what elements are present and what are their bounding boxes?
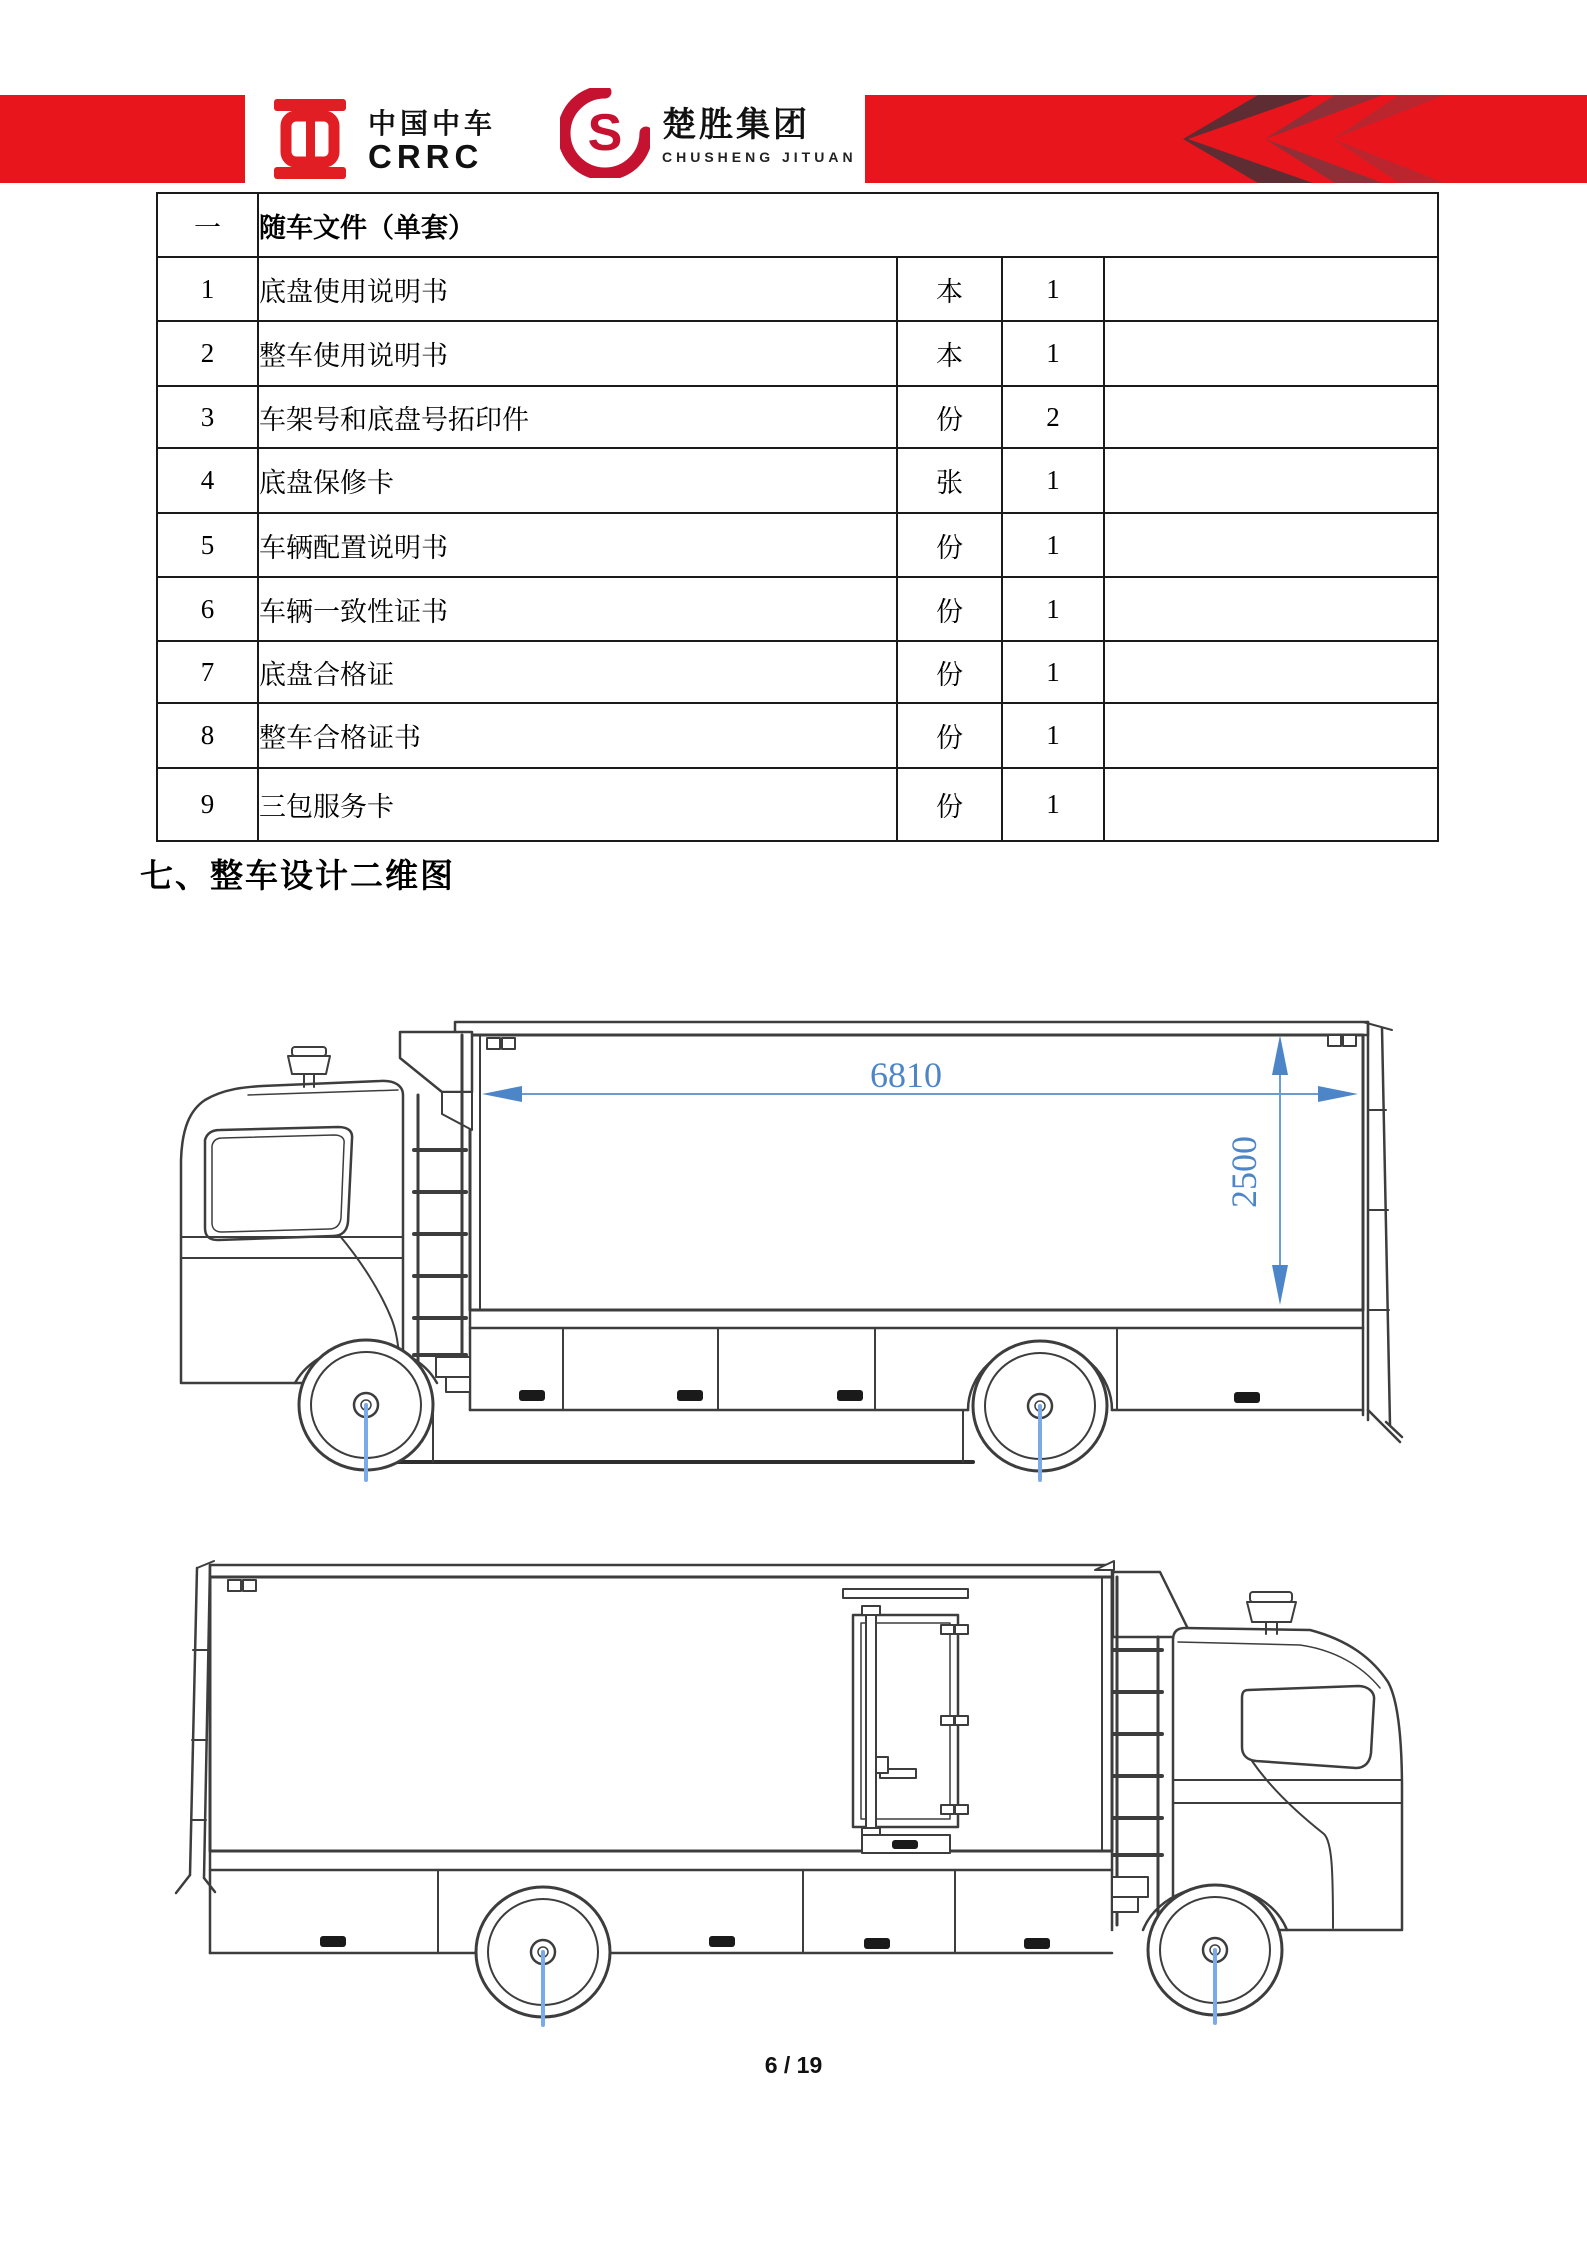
header-red-bar-right (865, 95, 1587, 183)
table-row (157, 577, 1438, 641)
row-no: 1 (157, 257, 258, 321)
row-remark (1104, 321, 1438, 386)
chusheng-name-en: CHUSHENG JITUAN (662, 148, 857, 165)
row-no: 4 (157, 448, 258, 513)
row-no: 9 (157, 768, 258, 841)
crrc-logo (266, 99, 496, 184)
chusheng-name-cn: 楚胜集团 (662, 105, 810, 144)
row-name: 整车合格证书 (258, 703, 897, 768)
header-red-bar-left (0, 95, 245, 183)
table-row (157, 386, 1438, 448)
row-no: 3 (157, 386, 258, 448)
section-heading: 七、整车设计二维图 (140, 857, 455, 894)
accompanying-documents-table (156, 192, 1439, 842)
row-qty: 1 (1002, 257, 1104, 321)
row-unit: 本 (897, 321, 1002, 386)
chevron-icon (1333, 95, 1445, 183)
row-no: 7 (157, 641, 258, 703)
row-unit: 份 (897, 386, 1002, 448)
row-no: 8 (157, 703, 258, 768)
row-remark (1104, 641, 1438, 703)
chusheng-emblem-icon (560, 88, 650, 183)
row-qty: 1 (1002, 321, 1104, 386)
dim-length-label: 6810 (870, 1055, 942, 1095)
truck-drawing-side-view-2 (150, 1550, 1450, 2050)
truck-drawing-side-view-1 (150, 1005, 1440, 1535)
row-remark (1104, 703, 1438, 768)
row-unit: 张 (897, 448, 1002, 513)
row-unit: 份 (897, 641, 1002, 703)
table-row (157, 768, 1438, 841)
row-name: 底盘使用说明书 (258, 257, 897, 321)
row-name: 底盘合格证 (258, 641, 897, 703)
chevron-icon (1265, 95, 1383, 183)
row-unit: 份 (897, 577, 1002, 641)
row-qty: 1 (1002, 768, 1104, 841)
row-remark (1104, 513, 1438, 577)
page-number: 6 / 19 (764, 2052, 823, 2078)
row-qty: 1 (1002, 448, 1104, 513)
row-unit: 份 (897, 768, 1002, 841)
row-no: 2 (157, 321, 258, 386)
row-remark (1104, 577, 1438, 641)
table-row (157, 321, 1438, 386)
row-qty: 2 (1002, 386, 1104, 448)
crrc-emblem-icon (266, 99, 354, 184)
table-row (157, 257, 1438, 321)
row-name: 车辆配置说明书 (258, 513, 897, 577)
row-no: 5 (157, 513, 258, 577)
row-name: 三包服务卡 (258, 768, 897, 841)
dim-height-label: 2500 (1224, 1136, 1264, 1208)
row-qty: 1 (1002, 703, 1104, 768)
row-remark (1104, 768, 1438, 841)
table-row (157, 641, 1438, 703)
chusheng-monogram: S (587, 104, 623, 162)
row-name: 整车使用说明书 (258, 321, 897, 386)
table-section-row (157, 193, 1438, 257)
row-unit: 本 (897, 257, 1002, 321)
row-qty: 1 (1002, 641, 1104, 703)
chusheng-logo (560, 88, 857, 183)
row-unit: 份 (897, 703, 1002, 768)
table-row (157, 448, 1438, 513)
row-remark (1104, 448, 1438, 513)
section-no-cell: 一 (157, 193, 258, 257)
row-qty: 1 (1002, 513, 1104, 577)
row-remark (1104, 386, 1438, 448)
crrc-name-en: CRRC (368, 138, 484, 175)
row-name: 底盘保修卡 (258, 448, 897, 513)
row-name: 车架号和底盘号拓印件 (258, 386, 897, 448)
row-remark (1104, 257, 1438, 321)
row-unit: 份 (897, 513, 1002, 577)
row-qty: 1 (1002, 577, 1104, 641)
crrc-name-cn: 中国中车 (368, 108, 497, 139)
row-no: 6 (157, 577, 258, 641)
table-row (157, 513, 1438, 577)
table-row (157, 703, 1438, 768)
chevron-icon (1183, 95, 1313, 183)
section-title-cell: 随车文件（单套） (258, 193, 1438, 257)
row-name: 车辆一致性证书 (258, 577, 897, 641)
